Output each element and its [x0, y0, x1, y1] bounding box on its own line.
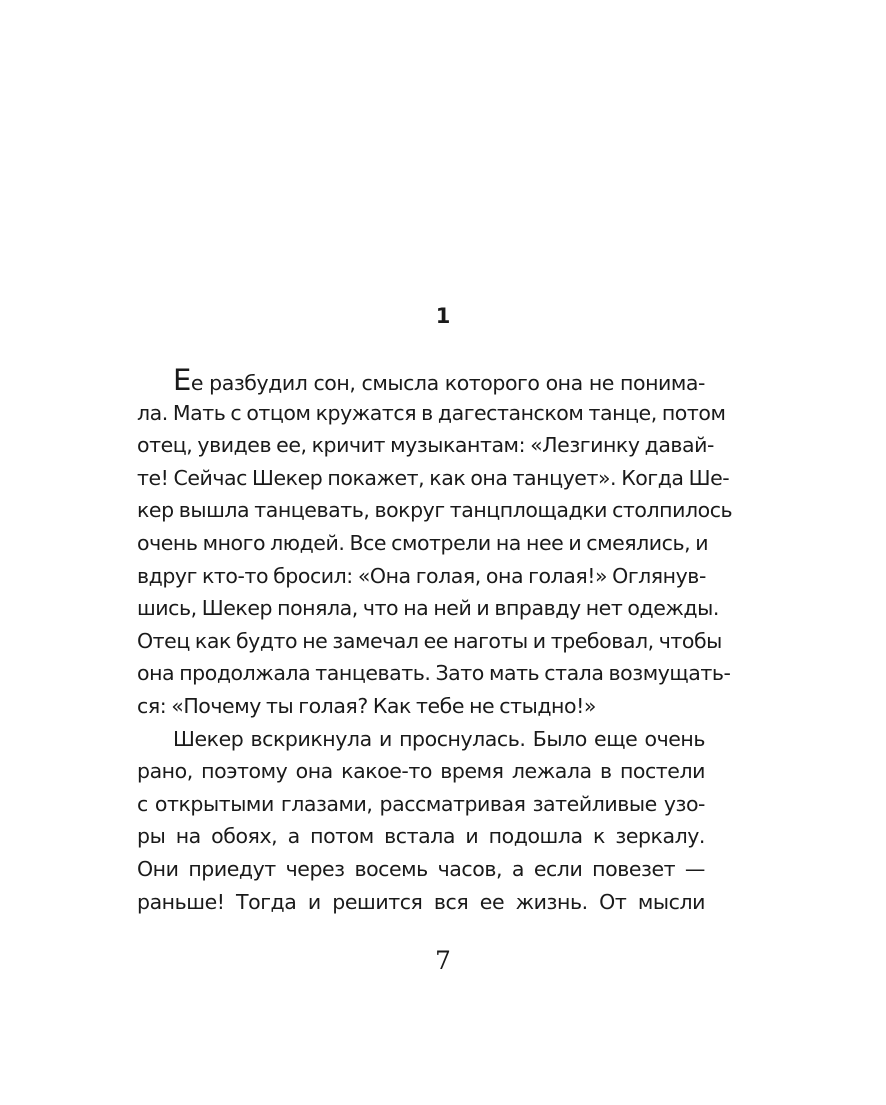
- text-line: ры на обоях, а потом встала и подошла к зеркалу.: [137, 824, 705, 849]
- text-line: она продолжала танцевать. Зато мать стала возмущать-: [137, 661, 731, 686]
- text-line-rest: е разбудил сон, смысла которого она не понима-: [190, 371, 705, 395]
- text-line: ся: «Почему ты голая? Как тебе не стыдно!»: [137, 693, 596, 718]
- text-line: Отец как будто не замечал ее наготы и требовал, чтобы: [137, 628, 722, 653]
- text-line: с открытыми глазами, рассматривая затейливые узо-: [137, 791, 705, 816]
- text-line: Они приедут через восемь часов, а если повезет —: [137, 856, 705, 881]
- body-text: [137, 363, 733, 918]
- text-line: очень много людей. Все смотрели на нее и смеялись, и: [137, 530, 709, 555]
- page-number: 7: [435, 946, 451, 975]
- drop-letter: Е: [173, 363, 191, 397]
- paragraph-1: [137, 363, 733, 723]
- text-line: рано, поэтому она какое-то время лежала в постели: [137, 759, 705, 784]
- text-line: [137, 364, 705, 397]
- text-line: те! Сейчас Шекер покажет, как она танцует». Когда Ше-: [137, 465, 730, 490]
- text-line: кер вышла танцевать, вокруг танцплощадки столпилось: [137, 498, 733, 523]
- text-line: Шекер вскрикнула и проснулась. Было еще очень: [173, 726, 705, 751]
- paragraph-2: [137, 723, 705, 919]
- chapter-number: 1: [435, 304, 451, 328]
- text-line: вдруг кто-то бросил: «Она голая, она голая!» Оглянув-: [137, 563, 706, 588]
- text-line: отец, увидев ее, кричит музыкантам: «Лезгинку давай-: [137, 433, 714, 458]
- text-line: ла. Мать с отцом кружатся в дагестанском танце, потом: [137, 400, 726, 425]
- text-line: шись, Шекер поняла, что на ней и вправду нет одежды.: [137, 596, 719, 621]
- text-line: раньше! Тогда и решится вся ее жизнь. От мысли: [137, 889, 705, 914]
